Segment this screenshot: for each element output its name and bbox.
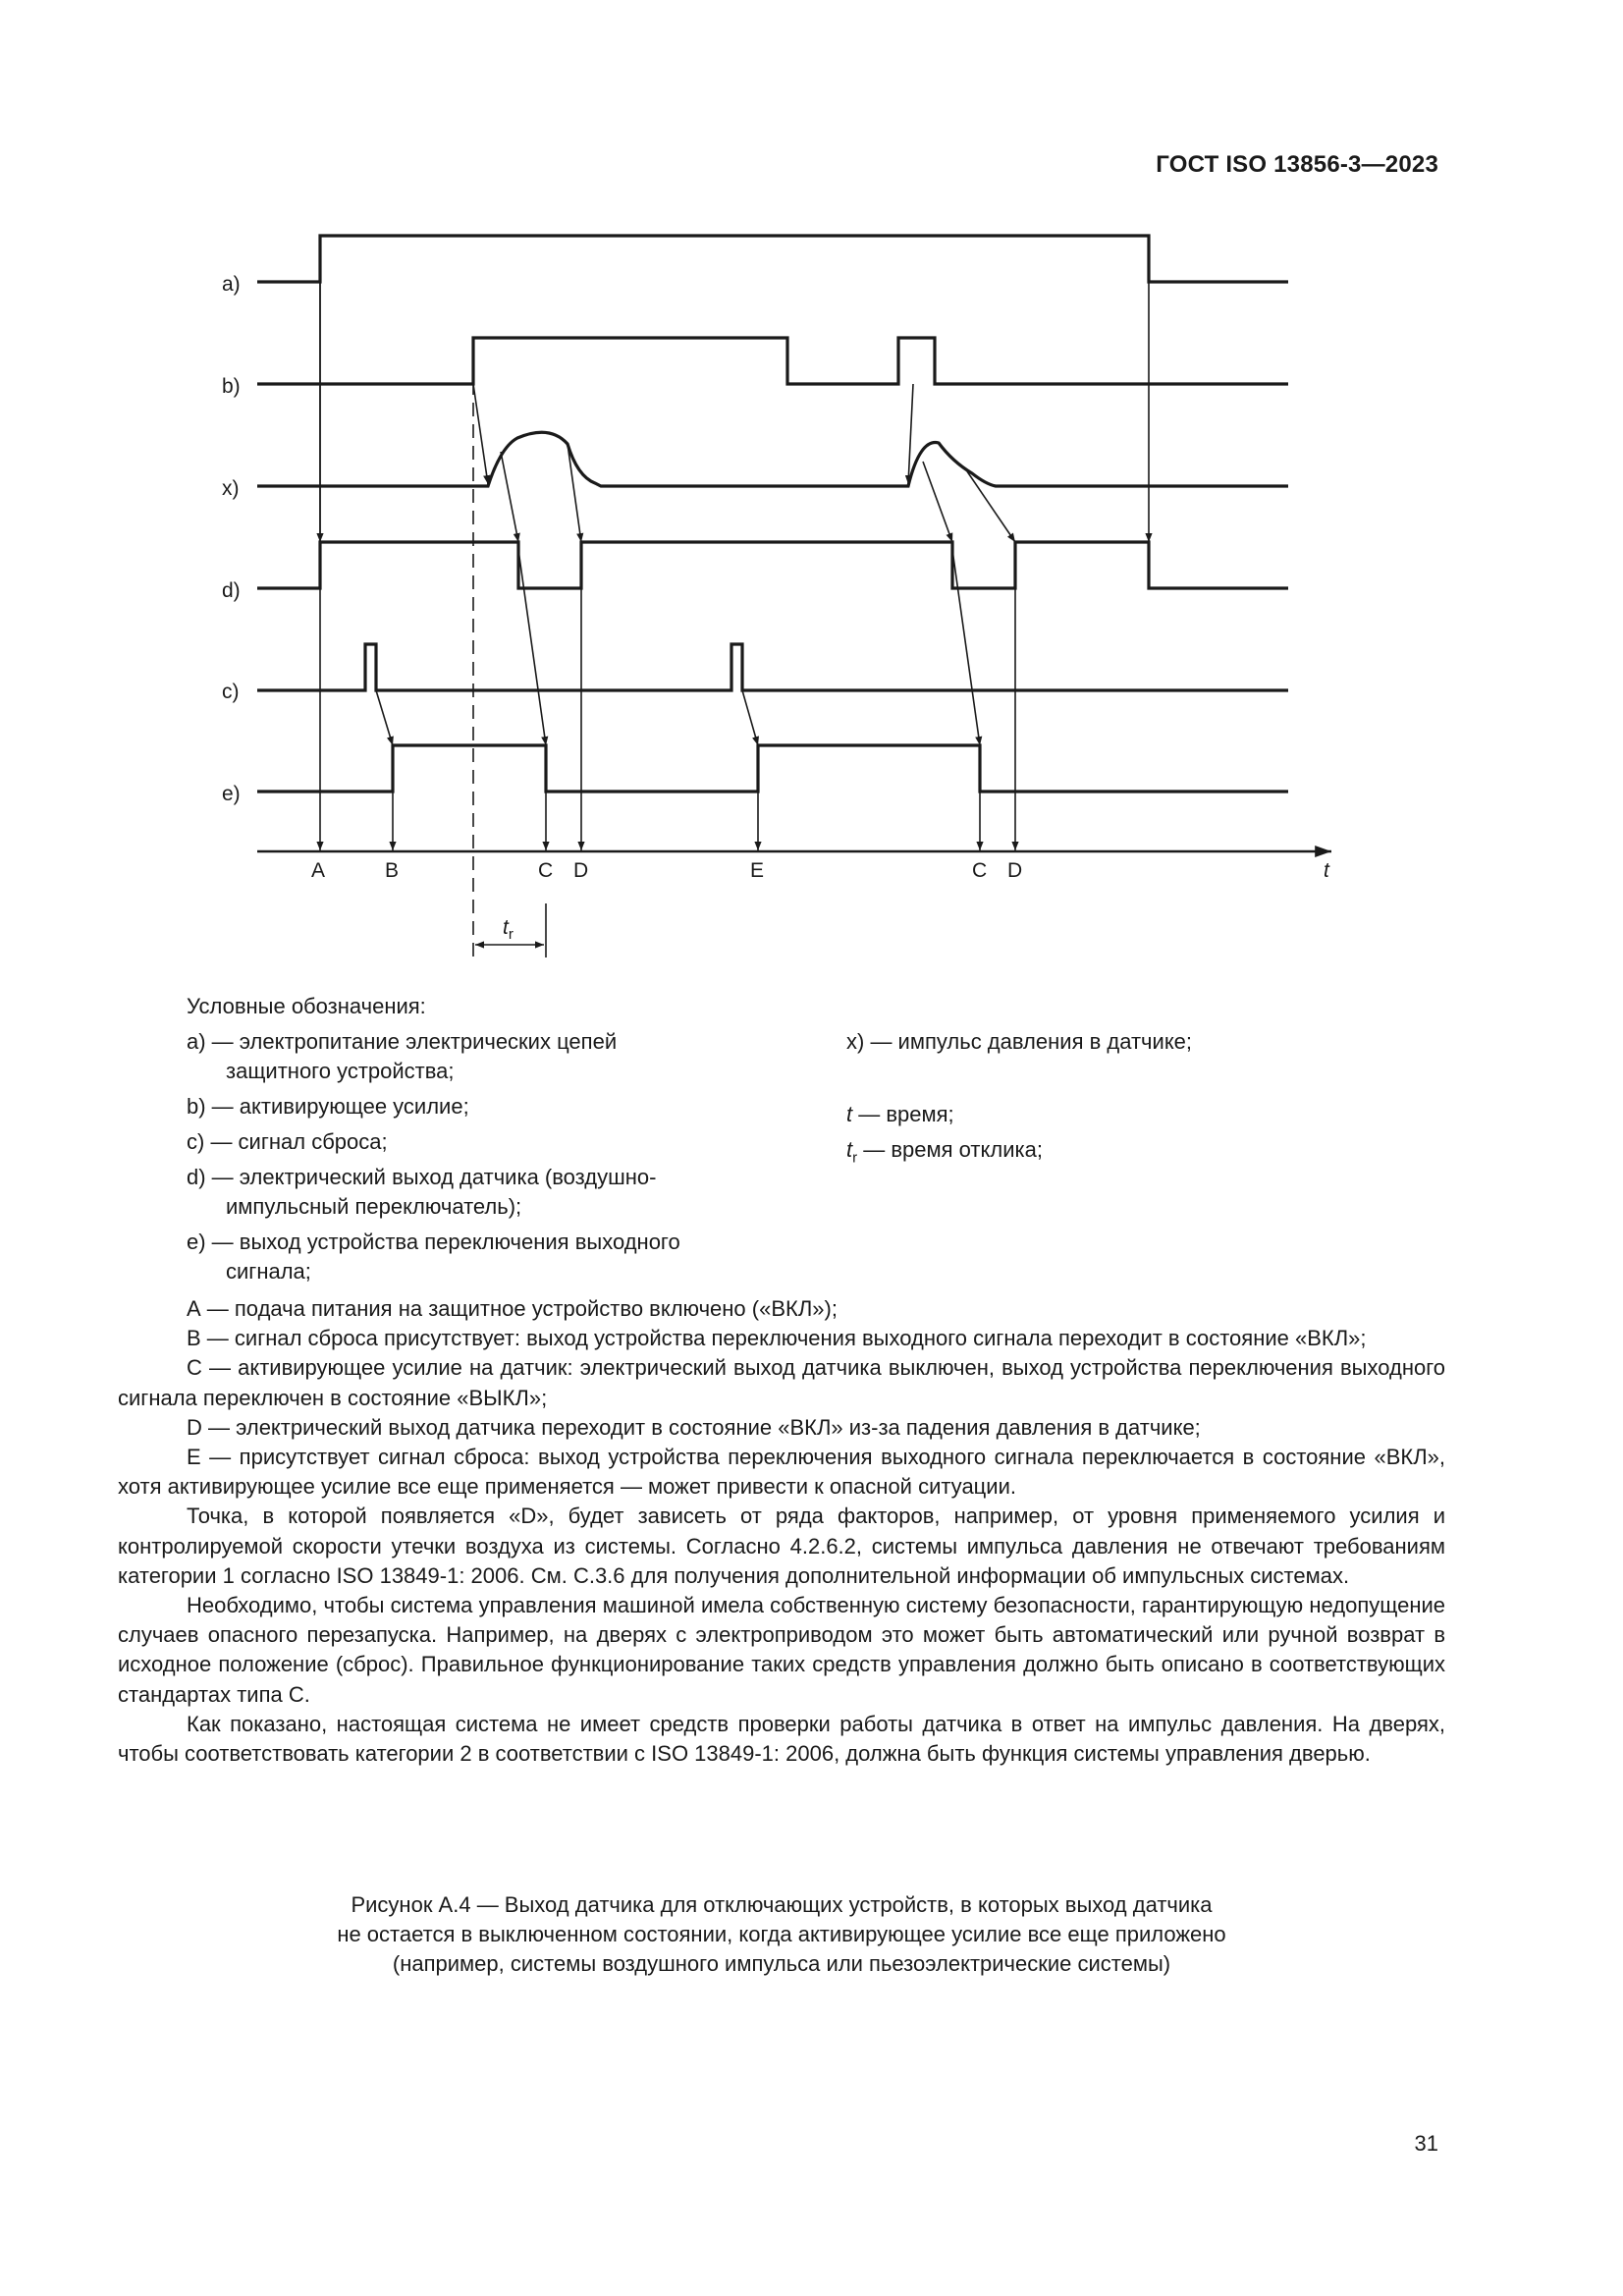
- time-label-C1: C: [538, 859, 554, 882]
- arrow-x2-to-d-off: [923, 462, 952, 542]
- legend-item-x: х) — импульс давления в датчике;: [846, 1029, 1193, 1054]
- arrow-c-to-e-on-2: [742, 690, 758, 745]
- signal-label-x: x): [222, 477, 240, 500]
- waveform-e: [257, 745, 1288, 792]
- timing-diagram: [0, 0, 1623, 982]
- arrow-c-to-e-on-1: [376, 690, 393, 745]
- arrow-b-to-x1: [473, 384, 488, 484]
- legend-item-a: а) — электропитание электрических цепей защитного устройства;: [187, 1029, 618, 1083]
- paragraph-note-D: Точка, в которой появляется «D», будет зависеть от ряда факторов, например, от уровня применяемого усилия и контролируемой скорости утечки воздуха из системы. Согласно 4.2.6.2, системы импульса давления не отвечают требованиям категории 1 согласно ISO 13849-1: 2006. См. С.3.6 для получения дополнительной информации об импульсных системах.: [118, 1503, 1445, 1588]
- legend-item-t: t — время;: [846, 1102, 954, 1126]
- arrow-x2-to-d-on: [967, 471, 1015, 542]
- legend-right-column: [846, 1027, 1396, 1178]
- arrow-x1-to-d-off: [501, 452, 518, 542]
- time-label-B: B: [385, 859, 400, 882]
- waveform-d: [257, 542, 1288, 588]
- paragraph-C: С — активирующее усилие на датчик: электрический выход датчика выключен, выход устройства переключения выходного сигнала переключен в состояние «ВЫКЛ»;: [118, 1355, 1445, 1410]
- paragraph-category: Как показано, настоящая система не имеет средств проверки работы датчика в ответ на импульс давления. На дверях, чтобы соответствовать категории 2 в соответствии с ISO 13849-1: 2006, должна быть функция системы управления дверью.: [118, 1711, 1445, 1767]
- arrow-d-off-to-e-off: [518, 550, 546, 745]
- paragraph-E: Е — присутствует сигнал сброса: выход устройства переключения выходного сигнала переключается в состояние «ВКЛ», хотя активирующее усилие все еще применяется — может привести к опасной ситуации.: [118, 1445, 1445, 1500]
- time-label-E: E: [750, 859, 765, 882]
- signal-label-d: d): [222, 579, 241, 602]
- waveform-x: [257, 432, 1288, 486]
- paragraph-D: D — электрический выход датчика переходит в состояние «ВКЛ» из-за падения давления в датчике;: [187, 1414, 1201, 1440]
- time-label-C2: C: [972, 859, 988, 882]
- legend-item-tr: $t_r$ — время отклика;: [846, 1137, 1043, 1167]
- waveform-b: [257, 338, 1288, 384]
- tr-label: $t_r$: [503, 916, 514, 943]
- document-id: ГОСТ ISO 13856-3—2023: [1156, 151, 1438, 178]
- arrow-d-off-to-e-off-2: [952, 550, 980, 745]
- legend-item-e: е) — выход устройства переключения выходного сигнала;: [187, 1230, 680, 1284]
- paragraph-safety: Необходимо, чтобы система управления машиной имела собственную систему безопасности, гарантирующую недопущение случаев опасного перезапуска. Например, на дверях с электроприводом это может быть автоматический или ручной возврат в исходное положение (сброс). Правильное функционирование таких средств управления должно быть описано в соответствующих стандартах типа С.: [118, 1593, 1445, 1707]
- time-label-D2: D: [1007, 859, 1023, 882]
- waveform-c: [257, 644, 1288, 690]
- body-text: [118, 1294, 1445, 1769]
- time-label-A: A: [311, 859, 326, 882]
- paragraph-A: А — подача питания на защитное устройство включено («ВКЛ»);: [187, 1296, 838, 1321]
- legend-left-column: [187, 1027, 776, 1292]
- paragraph-B: В — сигнал сброса присутствует: выход устройства переключения выходного сигнала переходит в состояние «ВКЛ»;: [187, 1326, 1367, 1351]
- signal-label-b: b): [222, 375, 241, 398]
- signal-label-e: e): [222, 783, 241, 805]
- legend-item-c: с) — сигнал сброса;: [187, 1129, 388, 1154]
- figure-caption: Рисунок А.4 — Выход датчика для отключающих устройств, в которых выход датчика не остается в выключенном состоянии, когда активирующее усилие все еще приложено (например, системы воздушного импульса или пьезоэлектрические системы): [337, 1892, 1226, 1976]
- legend-title: Условные обозначения:: [187, 994, 426, 1018]
- legend-item-d: d) — электрический выход датчика (воздушно- импульсный переключатель);: [187, 1165, 657, 1219]
- waveform-a: [257, 236, 1288, 282]
- time-axis-label: t: [1324, 859, 1329, 882]
- signal-label-a: a): [222, 273, 241, 296]
- time-label-D1: D: [573, 859, 589, 882]
- legend-item-b: b) — активирующее усилие;: [187, 1094, 469, 1119]
- page-number: 31: [1414, 2131, 1438, 2156]
- signal-label-c: c): [222, 681, 240, 703]
